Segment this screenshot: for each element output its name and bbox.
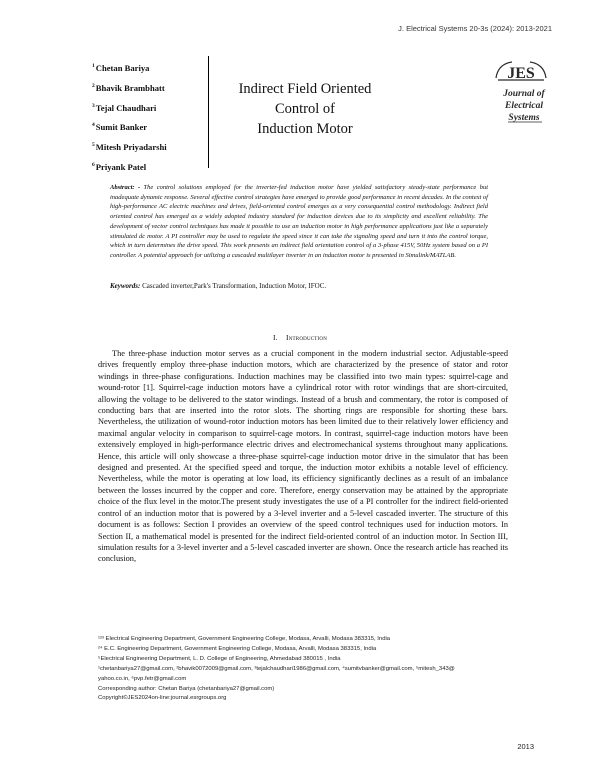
author-title-divider (208, 56, 209, 168)
journal-reference: J. Electrical Systems 20-3s (2024): 2013-2021 (398, 24, 552, 33)
section-heading: I. Introduction (272, 333, 328, 342)
paper-title: Indirect Field Oriented Control of Induction Motor (238, 81, 372, 137)
logo-line-1: Journal of (503, 89, 545, 99)
author-6: $^6$Priyank Patel (92, 161, 147, 172)
footnote-corresponding: Corresponding author: Chetan Bariya (chetanbariya27@gmail.com) (98, 685, 275, 692)
footnote-copyright: Copyright©JES2024on-line:journal.esrgroups.org (98, 695, 227, 702)
footnote-affiliation-3: ⁵Electrical Engineering Department, L. D. College of Engineering, Ahmedabad 380015 , India (98, 655, 341, 662)
page-number: 2013 (517, 742, 534, 751)
footnote-emails-cont: yahoo.co.in, ⁶pvp.fetr@gmail.com (98, 675, 187, 682)
author-3: $^3$Tejal Chaudhari (92, 102, 157, 113)
author-list (92, 58, 207, 177)
footnotes (98, 635, 518, 704)
abstract (110, 183, 488, 261)
keywords (110, 282, 488, 290)
author-5: $^5$Mitesh Priyadarshi (92, 142, 167, 153)
journal-logo (484, 56, 558, 130)
abstract-text: The control solutions employed for the inverter-fed induction motor have yielded satisfactory steady-state performance but inadequate dynamic response. Several effective control strategies have emerged to provide good performance in recent decades. In the context of high-performance AC electric machines and drives, field-oriented control emerges as a very consequential control methodology. Indirect field oriented control has emerged as a widely adopted industry standard for induction devices due to its simplicity and excellent reliability. The development of vector control techniques has made it possible to use an induction motor in high performance applications just like a separately stimulated dc motor. A PI controller may be used to regulate the speed since it can take the signaling speed and turn it into the control torque, which in turn determines the drive speed. This work presents an indirect field orientation control of a 3-phase 415V, 50Hz system based on a PI controller. A potential approach for utilizing a cascaded multilayer inverter in an induction motor is presented in Simulink/MATLAB. (110, 184, 488, 259)
footnote-affiliation-1: ¹²³ Electrical Engineering Department, Government Engineering College, Modasa, Arvalli, Modasa 383315, India (98, 636, 391, 642)
abstract-label: Abstract: - (110, 184, 141, 191)
keywords-text: Cascaded inverter,Park's Transformation, Induction Motor, IFOC. (142, 282, 327, 290)
logo-line-2: Electrical (505, 101, 543, 111)
logo-acronym: JES (507, 65, 535, 82)
keywords-label: Keywords: (110, 282, 141, 290)
author-2: $^2$Bhavik Brambhatt (92, 82, 165, 93)
author-4: $^4$Sumit Banker (92, 122, 148, 133)
footnote-emails: ¹chetanbariya27@gmail.com, ²bhavik0072009@gmail.com, ³tejalchaudhari1986@gmail.com, ⁴sumitvbanker@gmail.com, ⁵mitesh_343@ (98, 665, 455, 672)
logo-line-3: Systems (508, 113, 540, 123)
author-1: $^1$Chetan Bariya (92, 63, 150, 73)
introduction-paragraph: The three-phase induction motor serves as a crucial component in the modern industrial sector. Adjustable-speed drives frequently employ three-phase induction motors, which are characterized by the presence of stator and rotor windings in three-phase configurations. Induction machines may be classified into two main types: squirrel-cage and wound-rotor [1]. Squirrel-cage induction motors have a cylindrical rotor with rotor windings that are short-circuited, allowing the voltage to be delivered to the stator windings. Instead of a brush and commentary, the rotor is composed of conducting bars that are inserted into the rotor slots. The shorting rings are responsible for shorting these bars. Nevertheless, the utilization of wound-rotor induction motors has been limited due to their relatively lower efficiency and maximal angular velocity in comparison to squirrel-cage motors. In contrast, squirrel-cage induction motors have been extensively employed in high-performance electric drives and electromechanical systems throughout many applications. Hence, this article will only showcase a three-phase squirrel-cage induction motor drive in the simulator that has been designed and presented. At the specified speed and torque, the induction motor exhibits a notable level of efficiency. Nevertheless, while the motor is operating at low load, its efficiency significantly declines as a result of an imbalance between the losses incurred by the copper and core. Therefore, energy conservation may be attained by the appropriate choice of the flux level in the motor.The present study investigates the use of a PI controller for the indirect field-oriented control of an induction motor that is powered by a 3-level inverter and a 5-level cascaded inverter. The structure of this document is as follows: Section I provides an overview of the speed control techniques used for induction motors. In Section II, a mathematical model is presented for the indirect field-oriented control of an induction motor. In Section III, simulation results for a 3-level inverter and a 5-level cascaded inverter are shown. Once the research article has reached its conclusion, (98, 349, 508, 564)
footnote-affiliation-2: ²⁴ E.C. Engineering Department, Government Engineering College, Modasa, Arvalli, Modasa 383315, India (98, 645, 377, 652)
